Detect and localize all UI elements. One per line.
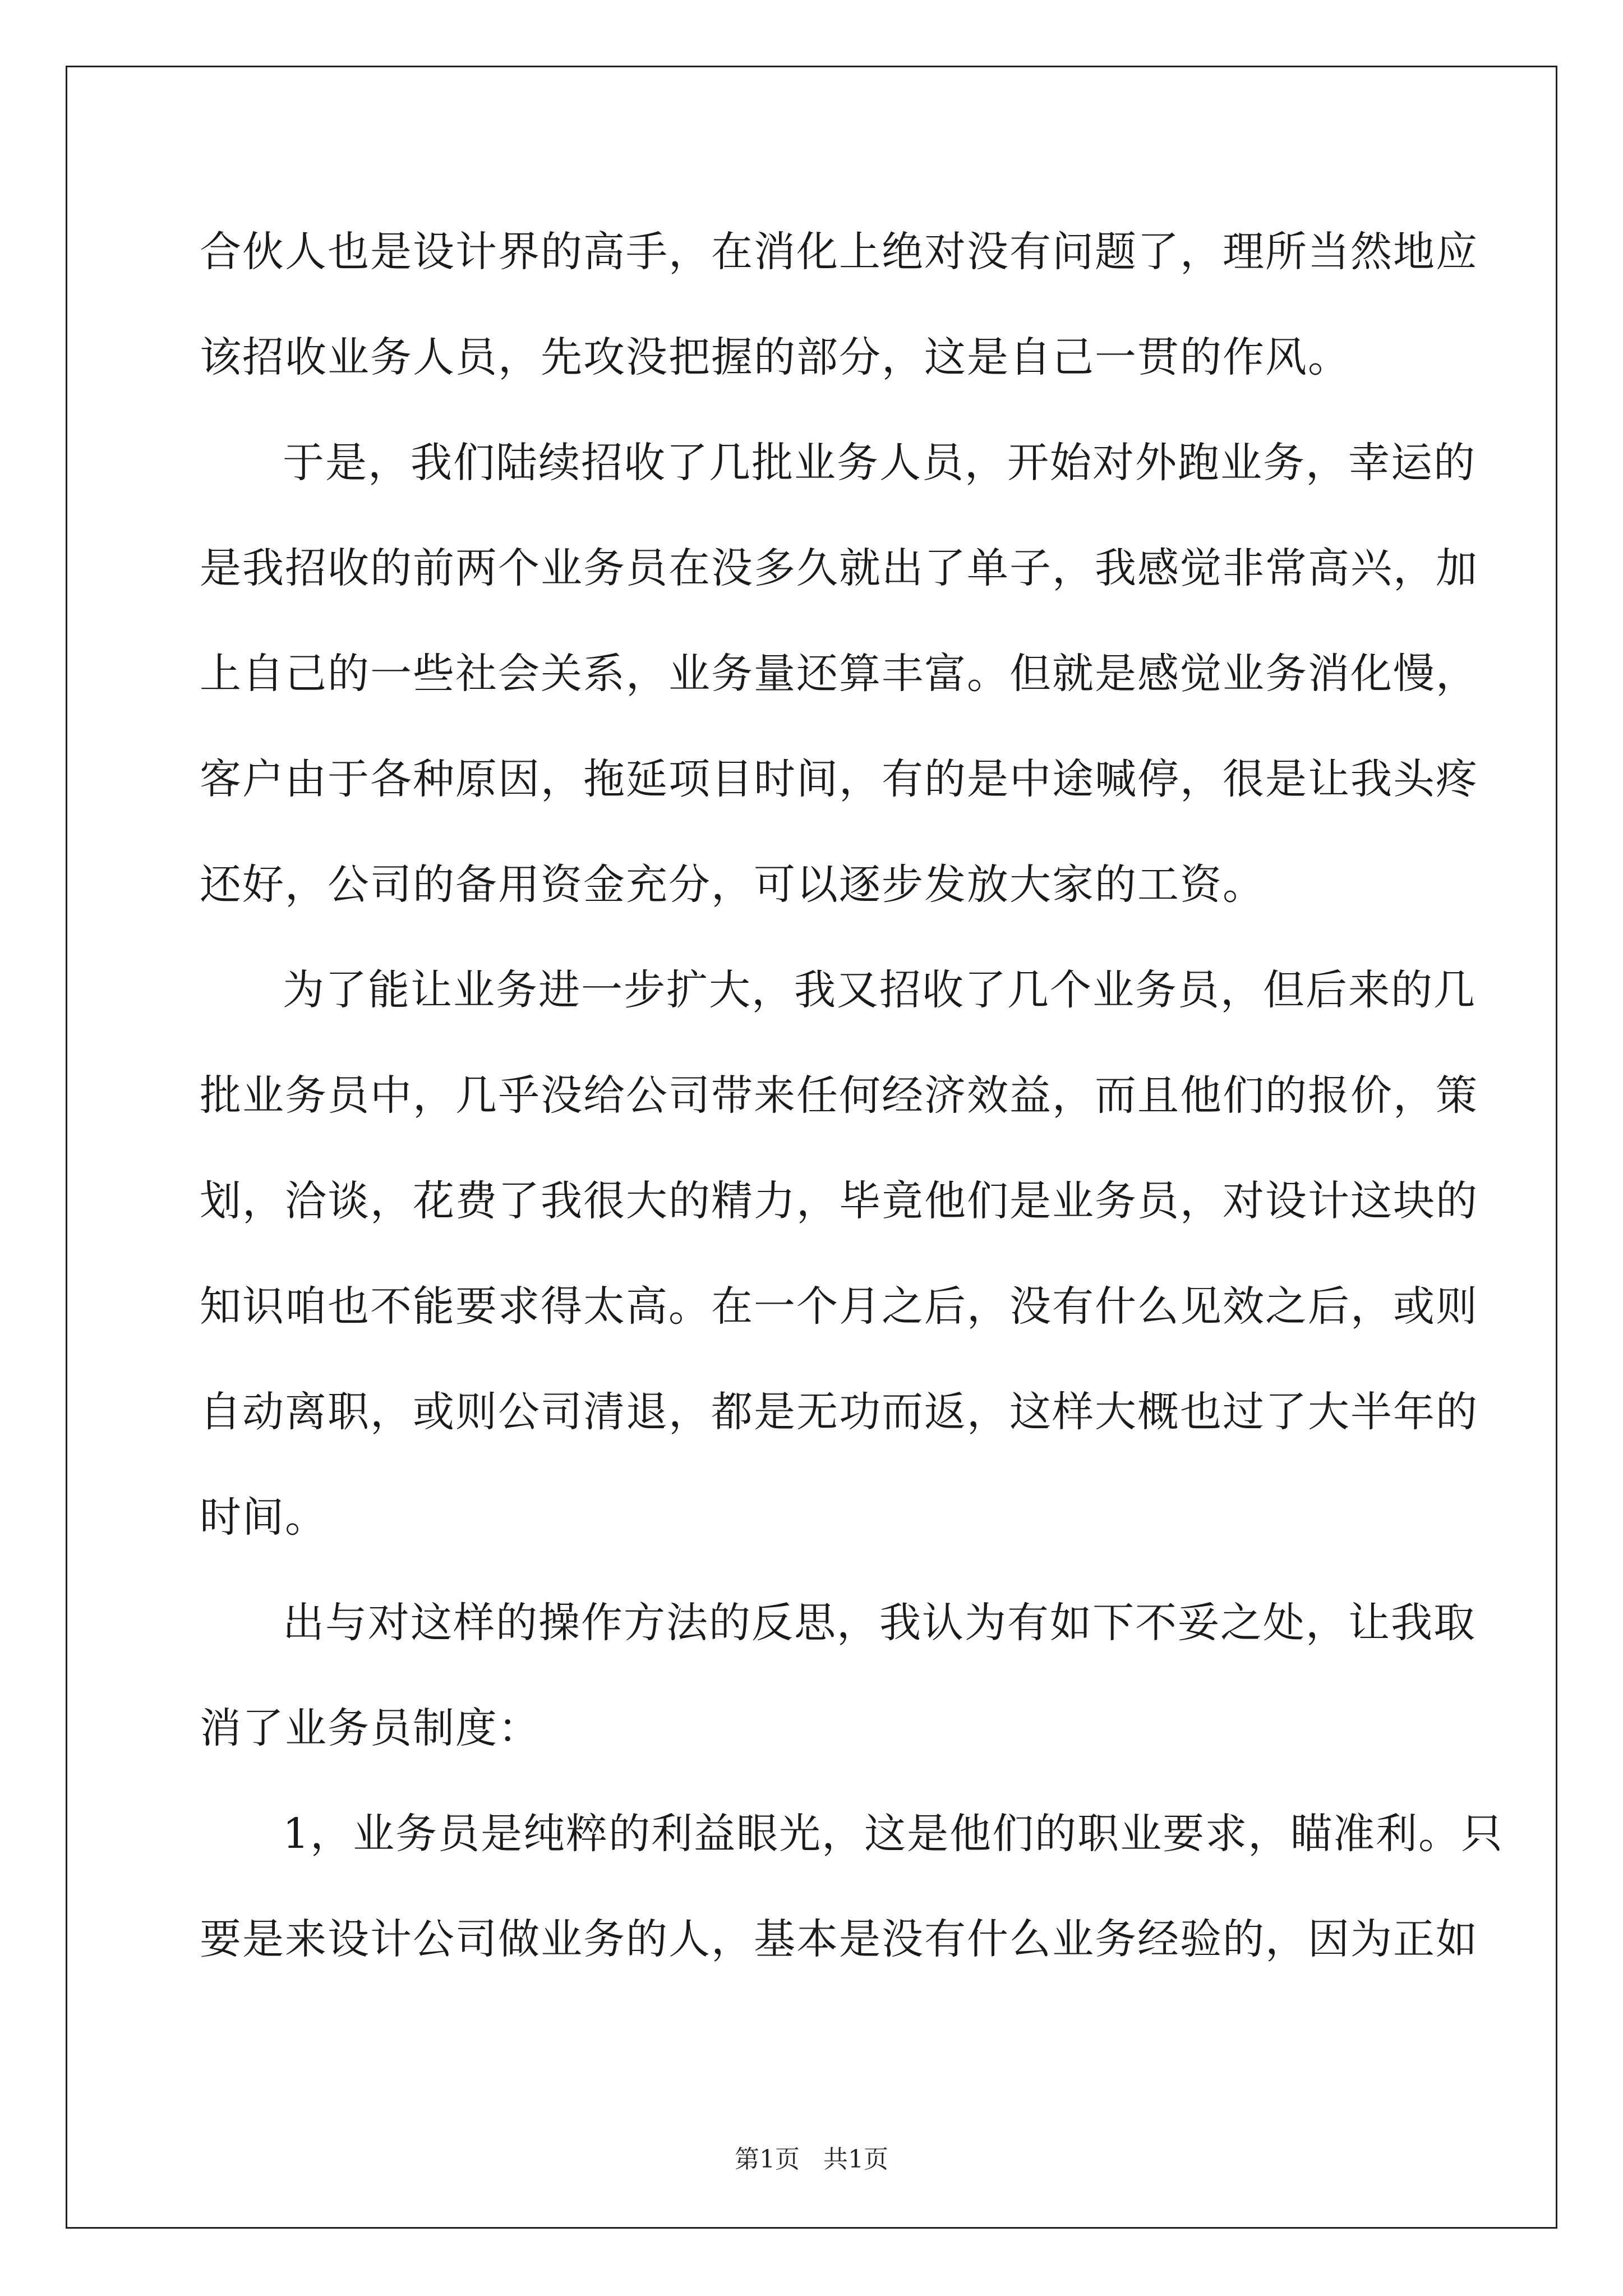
text-line: 消了业务员制度： (200, 1704, 541, 1752)
text-line: 批业务员中，几乎没给公司带来任何经济效益，而且他们的报价，策 (200, 1071, 1478, 1120)
text-line: 客户由于各种原因，拖延项目时间，有的是中途喊停，很是让我头疼 (200, 755, 1478, 803)
paragraph-start-line: 1，业务员是纯粹的利益眼光，这是他们的职业要求，瞄准利。只 (283, 1810, 1504, 1858)
paragraph-start-line: 出与对这样的操作方法的反思，我认为有如下不妥之处，让我取 (283, 1599, 1476, 1647)
page-number: 第1页 (735, 2145, 800, 2174)
text-line: 上自己的一些社会关系，业务量还算丰富。但就是感觉业务消化慢， (200, 650, 1478, 698)
text-line: 是我招收的前两个业务员在没多久就出了单子，我感觉非常高兴，加 (200, 544, 1478, 592)
text-line: 要是来设计公司做业务的人，基本是没有什么业务经验的，因为正如 (200, 1915, 1478, 1963)
text-line: 自动离职，或则公司清退，都是无功而返，这样大概也过了大半年的 (200, 1388, 1478, 1436)
text-line: 合伙人也是设计界的高手，在消化上绝对没有问题了，理所当然地应 (200, 228, 1478, 276)
page-border (66, 66, 1557, 2229)
page-total: 共1页 (823, 2145, 888, 2174)
paragraph-start-line: 为了能让业务进一步扩大，我又招收了几个业务员，但后来的几 (283, 966, 1476, 1014)
text-line: 知识咱也不能要求得太高。在一个月之后，没有什么见效之后，或则 (200, 1282, 1478, 1331)
text-line: 还好，公司的备用资金充分，可以逐步发放大家的工资。 (200, 861, 1265, 909)
text-line: 时间。 (200, 1493, 328, 1542)
text-line: 该招收业务人员，先攻没把握的部分，这是自己一贯的作风。 (200, 333, 1350, 381)
text-line: 划，洽谈，花费了我很大的精力，毕竟他们是业务员，对设计这块的 (200, 1177, 1478, 1225)
paragraph-start-line: 于是，我们陆续招收了几批业务人员，开始对外跑业务，幸运的 (283, 439, 1476, 487)
page-footer (0, 2143, 1623, 2177)
